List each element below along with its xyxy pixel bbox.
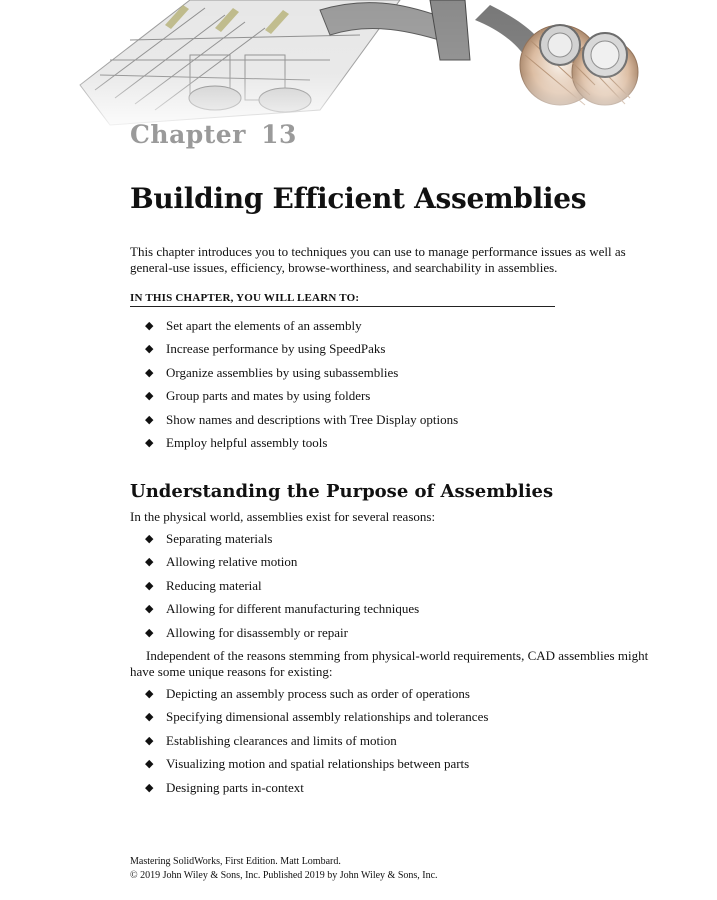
footer-line: Mastering SolidWorks, First Edition. Matt Lombard.	[130, 856, 341, 867]
bullet-diamond-icon: ◆	[145, 556, 154, 569]
list-item: ◆ Visualizing motion and spatial relationships between parts	[145, 756, 470, 772]
list-item: ◆ Group parts and mates by using folders	[145, 388, 371, 404]
bullet-diamond-icon: ◆	[145, 413, 154, 426]
list-item: ◆ Designing parts in-context	[145, 779, 304, 795]
section-lead: In the physical world, assemblies exist for several reasons:	[130, 509, 436, 524]
bullet-diamond-icon: ◆	[145, 711, 154, 724]
cad-reasons-list	[145, 686, 488, 803]
chapter-title: Building Efficient Assemblies	[130, 182, 587, 215]
bullet-diamond-icon: ◆	[145, 781, 154, 794]
list-item: ◆ Establishing clearances and limits of motion	[145, 732, 397, 748]
list-item: ◆ Allowing for disassembly or repair	[145, 624, 348, 640]
section-heading: Understanding the Purpose of Assemblies	[130, 481, 554, 502]
cad-paragraph: Independent of the reasons stemming from physical-world requirements, CAD assemblies might have some unique reasons for existing:	[130, 648, 649, 679]
list-item: ◆ Reducing material	[145, 577, 262, 593]
bullet-diamond-icon: ◆	[145, 688, 154, 700]
bullet-diamond-icon: ◆	[145, 343, 154, 356]
chapter-intro: This chapter introduces you to techniques you can use to manage performance issues as well as general-use issues, efficiency, browse-worthiness, and searchability in assemblies.	[130, 244, 626, 275]
physical-reasons-list	[145, 531, 419, 648]
list-item: ◆ Increase performance by using SpeedPaks	[145, 341, 386, 357]
bullet-diamond-icon: ◆	[145, 533, 154, 545]
learn-heading: IN THIS CHAPTER, YOU WILL LEARN TO:	[130, 292, 555, 307]
list-item: ◆ Allowing for different manufacturing techniques	[145, 601, 420, 617]
bullet-diamond-icon: ◆	[145, 603, 154, 616]
list-item: ◆ Allowing relative motion	[145, 554, 298, 570]
list-item: ◆ Set apart the elements of an assembly	[145, 318, 362, 333]
bullet-diamond-icon: ◆	[145, 366, 154, 379]
engine-illustration	[70, 0, 645, 135]
list-item: ◆ Separating materials	[145, 531, 273, 546]
copyright-footer	[130, 855, 438, 883]
bullet-diamond-icon: ◆	[145, 320, 154, 332]
bullet-diamond-icon: ◆	[145, 626, 154, 639]
bullet-diamond-icon: ◆	[145, 758, 154, 771]
bullet-diamond-icon: ◆	[145, 390, 154, 403]
list-item: ◆ Organize assemblies by using subassemblies	[145, 364, 399, 380]
list-item: ◆ Show names and descriptions with Tree Display options	[145, 411, 459, 427]
learn-list	[145, 318, 458, 458]
list-item: ◆ Depicting an assembly process such as order of operations	[145, 686, 470, 701]
bullet-diamond-icon: ◆	[145, 579, 154, 592]
bullet-diamond-icon: ◆	[145, 734, 154, 747]
chapter-number: Chapter 13	[130, 120, 297, 149]
bullet-diamond-icon: ◆	[145, 436, 154, 449]
list-item: ◆ Specifying dimensional assembly relationships and tolerances	[145, 709, 489, 725]
list-item: ◆ Employ helpful assembly tools	[145, 434, 328, 450]
footer-line: © 2019 John Wiley & Sons, Inc. Published 2019 by John Wiley & Sons, Inc.	[130, 870, 438, 881]
